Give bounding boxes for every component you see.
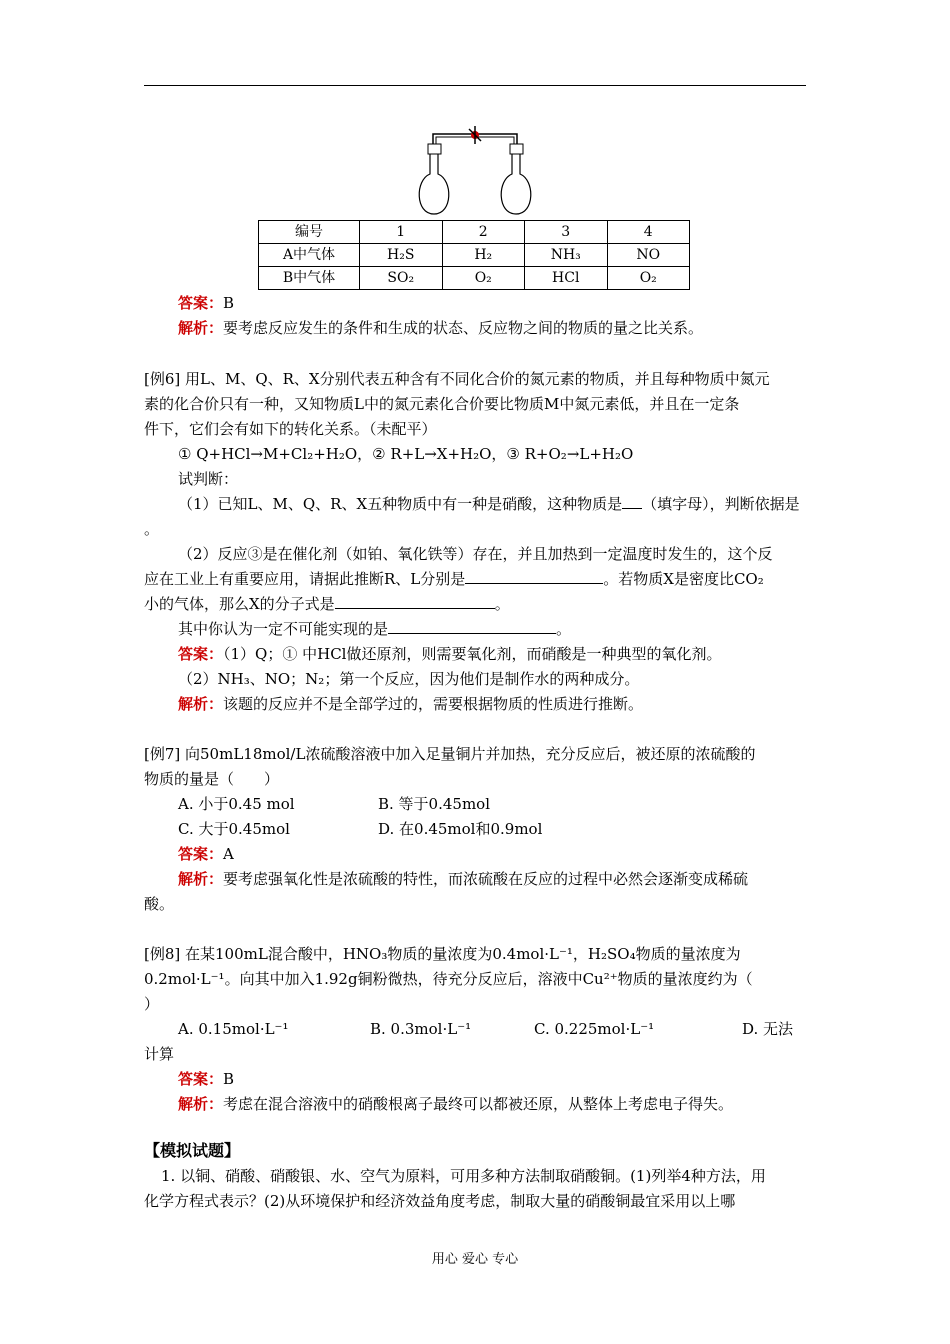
- ex6-analysis: 解析：该题的反应并不是全部学过的，需要根据物质的性质进行推断。: [178, 695, 644, 713]
- table-cell: SO₂: [360, 267, 443, 290]
- table-cell: A中气体: [259, 244, 360, 267]
- ex5-answer: 答案：B: [178, 294, 235, 312]
- table-cell: O₂: [442, 267, 525, 290]
- table-row: [259, 221, 690, 244]
- ex6-line-3: 件下，它们会有如下的转化关系。（未配平）: [144, 420, 437, 438]
- ex6-q1-end: 。: [144, 520, 160, 538]
- ex6-line-2: 素的化合价只有一种，又知物质L中的氮元素化合价要比物质M中氮元素低，并且在一定条: [144, 395, 740, 413]
- ex6-q1: （1）已知L、M、Q、R、X五种物质中有一种是硝酸，这种物质是 （填字母），判断依据是: [178, 495, 800, 513]
- ex8-line-3: ）: [144, 995, 160, 1013]
- table-cell: H₂S: [360, 244, 443, 267]
- table-cell: 1: [360, 221, 443, 244]
- ex7-line-1: [例7] 向50mL18mol/L浓硫酸溶液中加入足量铜片并加热，充分反应后，被还原的浓硫酸的: [144, 745, 756, 763]
- ex6-reactions: ① Q+HCl→M+Cl₂+H₂O，② R+L→X+H₂O，③ R+O₂→L+H₂O: [178, 445, 634, 463]
- table-row: [259, 267, 690, 290]
- header-rule: [144, 85, 806, 86]
- ex7-line-2: 物质的量是（ ）: [144, 770, 280, 788]
- ex6-line-1: [例6] 用L、M、Q、R、X分别代表五种含有不同化合价的氮元素的物质，并且每种物质中氮元: [144, 370, 770, 388]
- mock-q1-line-2: 化学方程式表示？(2)从环境保护和经济效益角度考虑，制取大量的硝酸铜最宜采用以上哪: [144, 1192, 736, 1210]
- answer-blank[interactable]: [388, 619, 556, 634]
- gas-table: [258, 220, 690, 290]
- ex6-answer-2: （2）NH₃、NO；N₂；第一个反应，因为他们是制作水的两种成分。: [178, 670, 640, 688]
- ex7-answer: 答案：A: [178, 845, 234, 863]
- ex7-analysis-end: 酸。: [144, 895, 175, 913]
- ex7-option-b: B. 等于0.45mol: [378, 795, 491, 813]
- mock-q1-line-1: 1. 以铜、硝酸、硝酸银、水、空气为原料，可用多种方法制取硝酸铜。(1)列举4种方法，用: [161, 1167, 766, 1185]
- ex8-line-2: 0.2mol·L⁻¹。向其中加入1.92g铜粉微热，待充分反应后，溶液中Cu²⁺物质的量浓度约为（: [144, 970, 753, 988]
- table-row: [259, 244, 690, 267]
- ex8-analysis: 解析：考虑在混合溶液中的硝酸根离子最终可以都被还原，从整体上考虑电子得失。: [178, 1095, 734, 1113]
- ex6-answer-1: 答案：（1）Q；① 中HCl做还原剂，则需要氧化剂，而硝酸是一种典型的氧化剂。: [178, 645, 722, 663]
- ex8-answer: 答案：B: [178, 1070, 235, 1088]
- answer-blank[interactable]: [335, 594, 495, 609]
- mock-test-title: 【模拟试题】: [144, 1141, 241, 1160]
- table-cell: B中气体: [259, 267, 360, 290]
- ex8-option-a: A. 0.15mol·L⁻¹: [178, 1020, 289, 1038]
- ex6-judge: 试判断：: [178, 470, 239, 488]
- ex7-option-a: A. 小于0.45 mol: [178, 795, 295, 813]
- table-cell: O₂: [607, 267, 690, 290]
- ex7-option-d: D. 在0.45mol和0.9mol: [378, 820, 543, 838]
- ex8-option-b: B. 0.3mol·L⁻¹: [370, 1020, 472, 1038]
- ex5-analysis: 解析：要考虑反应发生的条件和生成的状态、反应物之间的物质的量之比关系。: [178, 319, 704, 337]
- ex8-line-1: [例8] 在某100mL混合酸中，HNO₃物质的量浓度为0.4mol·L⁻¹，H₂SO₄物质的量浓度为: [144, 945, 741, 963]
- flask-apparatus-diagram: [405, 122, 545, 222]
- ex6-q2-line-3: 小的气体，那么X的分子式是 。: [144, 595, 510, 613]
- table-cell: NH₃: [525, 244, 608, 267]
- page-footer: 用心 爱心 专心: [431, 1252, 519, 1267]
- ex6-q3: 其中你认为一定不可能实现的是 。: [178, 620, 572, 638]
- flask-a-icon: [419, 144, 449, 214]
- ex8-option-c: C. 0.225mol·L⁻¹: [534, 1020, 655, 1038]
- flask-b-icon: [501, 144, 531, 214]
- table-cell: H₂: [442, 244, 525, 267]
- answer-blank[interactable]: [622, 494, 642, 509]
- table-cell: 3: [525, 221, 608, 244]
- ex6-q2-line-1: （2）反应③是在催化剂（如铂、氧化铁等）存在，并且加热到一定温度时发生的，这个反: [178, 545, 773, 563]
- ex8-option-d-cont: 计算: [144, 1045, 175, 1063]
- table-cell: 2: [442, 221, 525, 244]
- table-cell: HCl: [525, 267, 608, 290]
- table-cell: 编号: [259, 221, 360, 244]
- ex7-option-c: C. 大于0.45mol: [178, 820, 290, 838]
- ex8-option-d: D. 无法: [742, 1020, 794, 1038]
- stopcock-icon: [469, 126, 481, 144]
- table-cell: NO: [607, 244, 690, 267]
- ex7-analysis: 解析：要考虑强氧化性是浓硫酸的特性，而浓硫酸在反应的过程中必然会逐渐变成稀硫: [178, 870, 749, 888]
- table-cell: 4: [607, 221, 690, 244]
- ex6-q2-line-2: 应在工业上有重要应用，请据此推断R、L分别是 。若物质X是密度比CO₂: [144, 570, 764, 588]
- answer-blank[interactable]: [465, 569, 603, 584]
